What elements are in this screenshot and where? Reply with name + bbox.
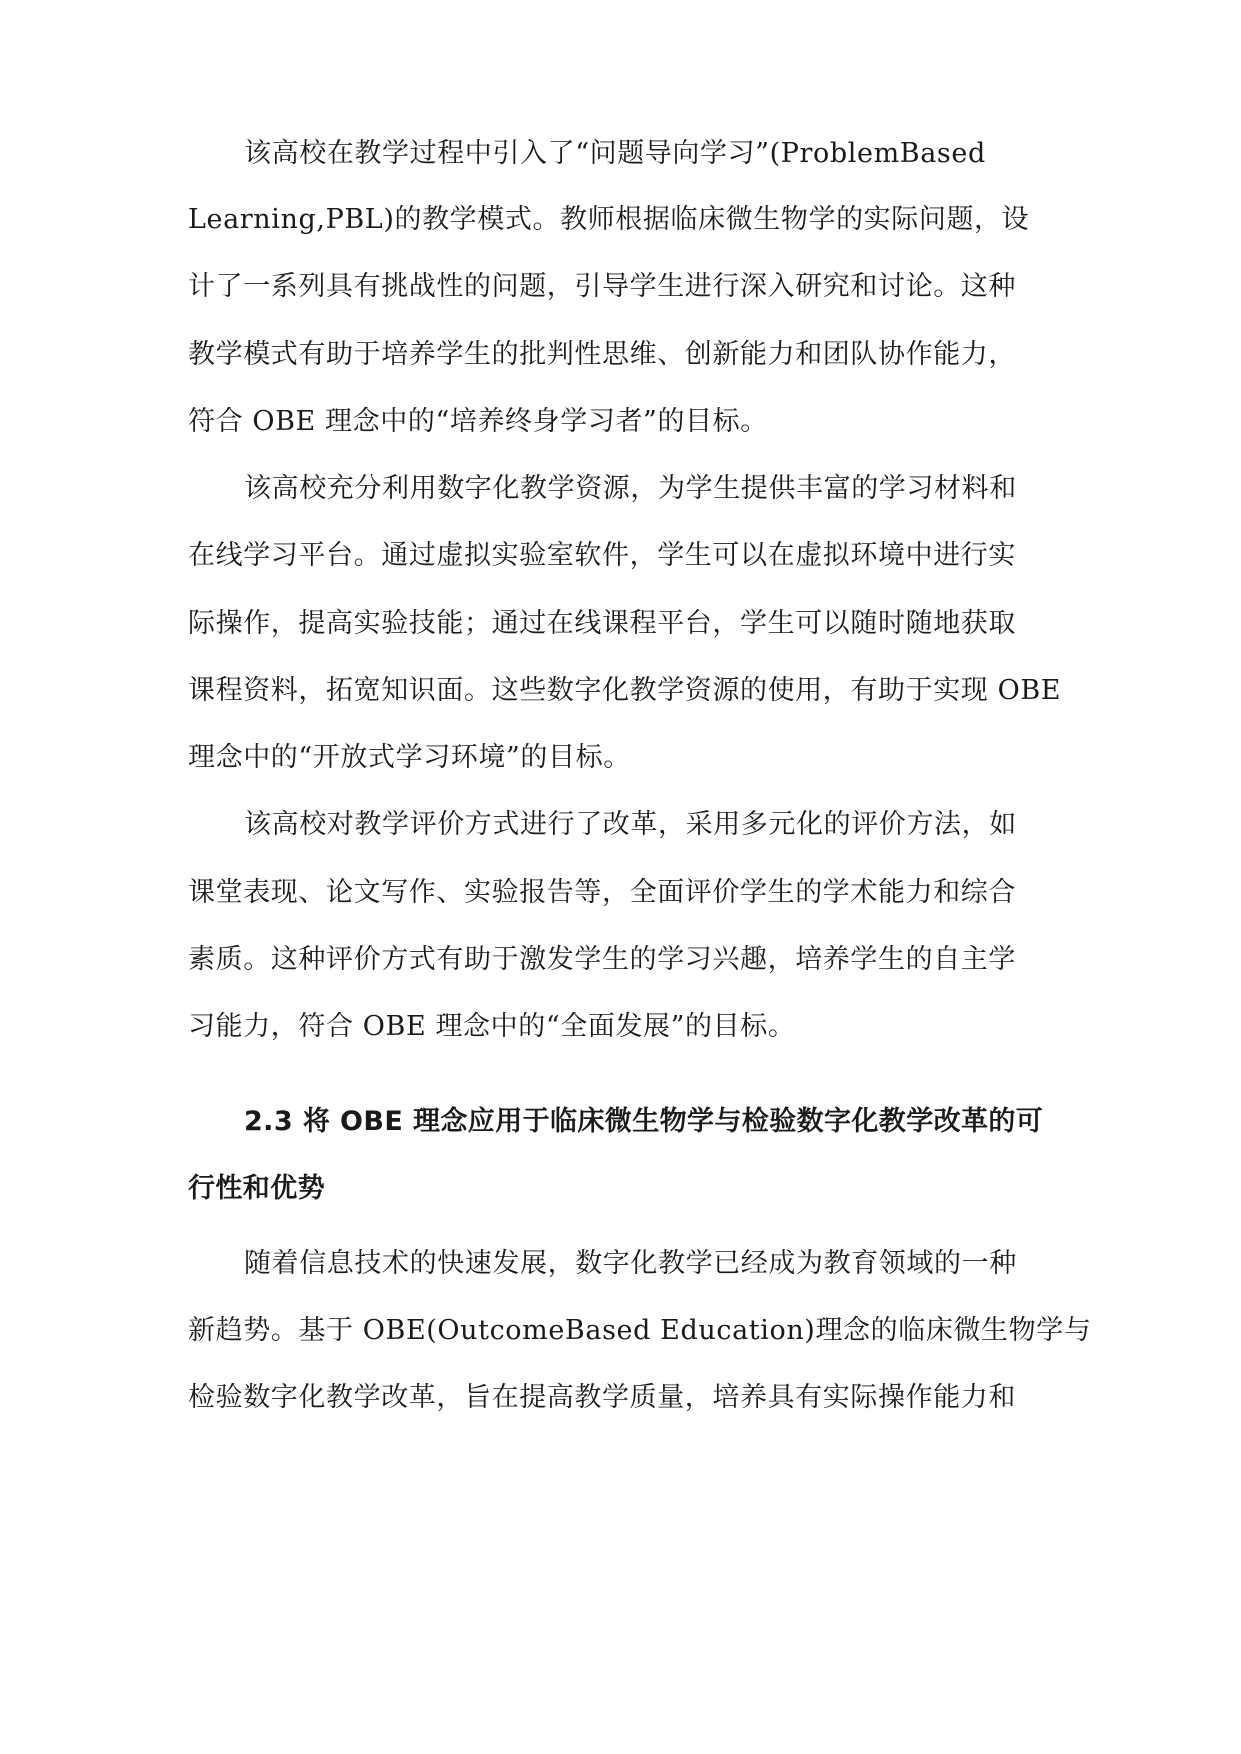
paragraph-2-line-2: 在线学习平台。通过虚拟实验室软件，学生可以在虚拟环境中进行实 [188,540,1016,571]
paragraph-4-line-3: 检验数字化教学改革，旨在提高教学质量，培养具有实际操作能力和 [188,1382,1016,1413]
paragraph-3-line-4: 习能力，符合 OBE 理念中的“全面发展”的目标。 [188,1011,796,1042]
paragraph-1-line-1: 该高校在教学过程中引入了“问题导向学习”(ProblemBased [244,138,986,169]
paragraph-2-line-3: 际操作，提高实验技能；通过在线课程平台，学生可以随时随地获取 [188,608,1016,639]
paragraph-2-line-5: 理念中的“开放式学习环境”的目标。 [188,742,631,773]
section-heading-line-1: 2.3 将 OBE 理念应用于临床微生物学与检验数字化教学改革的可 [244,1106,1044,1137]
paragraph-3-line-2: 课堂表现、论文写作、实验报告等，全面评价学生的学术能力和综合 [188,877,1016,908]
paragraph-1-line-5: 符合 OBE 理念中的“培养终身学习者”的目标。 [188,406,768,437]
paragraph-1-line-3: 计了一系列具有挑战性的问题，引导学生进行深入研究和讨论。这种 [188,271,1016,302]
paragraph-2-line-1: 该高校充分利用数字化教学资源，为学生提供丰富的学习材料和 [244,473,1017,504]
paragraph-3-line-1: 该高校对教学评价方式进行了改革，采用多元化的评价方法，如 [244,809,1017,840]
section-heading-line-2: 行性和优势 [188,1173,325,1204]
paragraph-3-line-3: 素质。这种评价方式有助于激发学生的学习兴趣，培养学生的自主学 [188,944,1016,975]
paragraph-1-line-2: Learning,PBL)的教学模式。教师根据临床微生物学的实际问题，设 [188,204,1030,235]
paragraph-4-line-2: 新趋势。基于 OBE(OutcomeBased Education)理念的临床微生物学与 [188,1315,1092,1346]
paragraph-1-line-4: 教学模式有助于培养学生的批判性思维、创新能力和团队协作能力， [188,339,1016,370]
paragraph-2-line-4: 课程资料，拓宽知识面。这些数字化教学资源的使用，有助于实现 OBE [188,675,1062,706]
paragraph-4-line-1: 随着信息技术的快速发展，数字化教学已经成为教育领域的一种 [244,1248,1017,1279]
